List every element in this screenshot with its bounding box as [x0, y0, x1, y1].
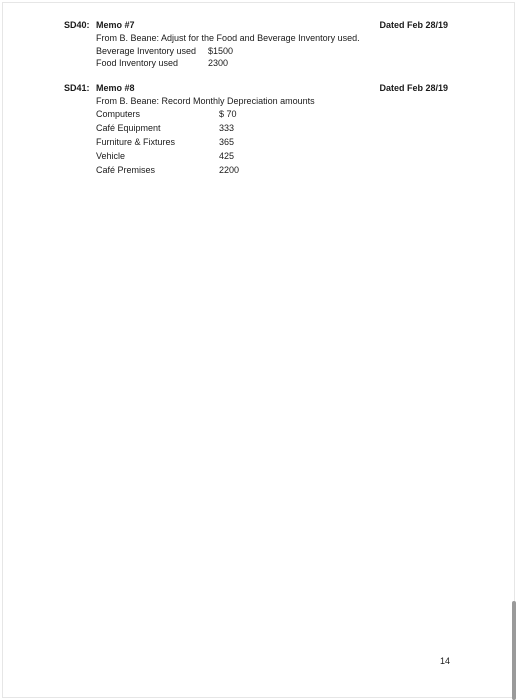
row-label: Computers: [96, 108, 141, 119]
memo-8-row: [96, 164, 464, 178]
scrollbar-thumb[interactable]: [512, 601, 516, 700]
memo-8-id: SD41:: [64, 83, 90, 93]
row-value: 425: [219, 150, 235, 161]
row-label: Café Equipment: [96, 122, 161, 133]
row-value: $1500: [208, 45, 234, 56]
row-label: Food Inventory used: [96, 58, 179, 68]
row-label: Furniture & Fixtures: [96, 136, 176, 147]
memo-8-row: [96, 150, 464, 164]
memo-7-rows: [96, 45, 464, 70]
memo-7-row: [96, 45, 464, 58]
memo-7-date: Dated Feb 28/19: [379, 20, 448, 30]
memo-8-title: Memo #8: [96, 83, 135, 93]
memo-7-header: [64, 19, 464, 32]
memo-7-section: [64, 19, 464, 70]
row-value: 333: [219, 122, 235, 133]
row-value: 365: [219, 136, 235, 147]
memo-7-title: Memo #7: [96, 20, 135, 30]
row-label: Vehicle: [96, 150, 126, 161]
vertical-scrollbar[interactable]: [511, 0, 517, 700]
memo-8-description: From B. Beane: Record Monthly Depreciation amounts: [96, 96, 315, 106]
row-value: 2200: [219, 164, 240, 175]
memo-8-header: [64, 82, 464, 95]
page-number: 14: [440, 656, 451, 666]
memo-7-id: SD40:: [64, 20, 90, 30]
row-label: Beverage Inventory used: [96, 45, 197, 56]
memo-8-date: Dated Feb 28/19: [379, 83, 448, 93]
memo-8-row: [96, 122, 464, 136]
row-label: Café Premises: [96, 164, 156, 175]
row-value: 2300: [208, 58, 229, 68]
memo-8-rows: [96, 108, 464, 178]
memo-8-row: [96, 108, 464, 122]
row-value: $ 70: [219, 108, 237, 119]
memo-7-row: [96, 57, 464, 70]
memo-7-description: From B. Beane: Adjust for the Food and Beverage Inventory used.: [96, 33, 360, 43]
memo-8-row: [96, 136, 464, 150]
memo-8-section: [64, 82, 464, 178]
